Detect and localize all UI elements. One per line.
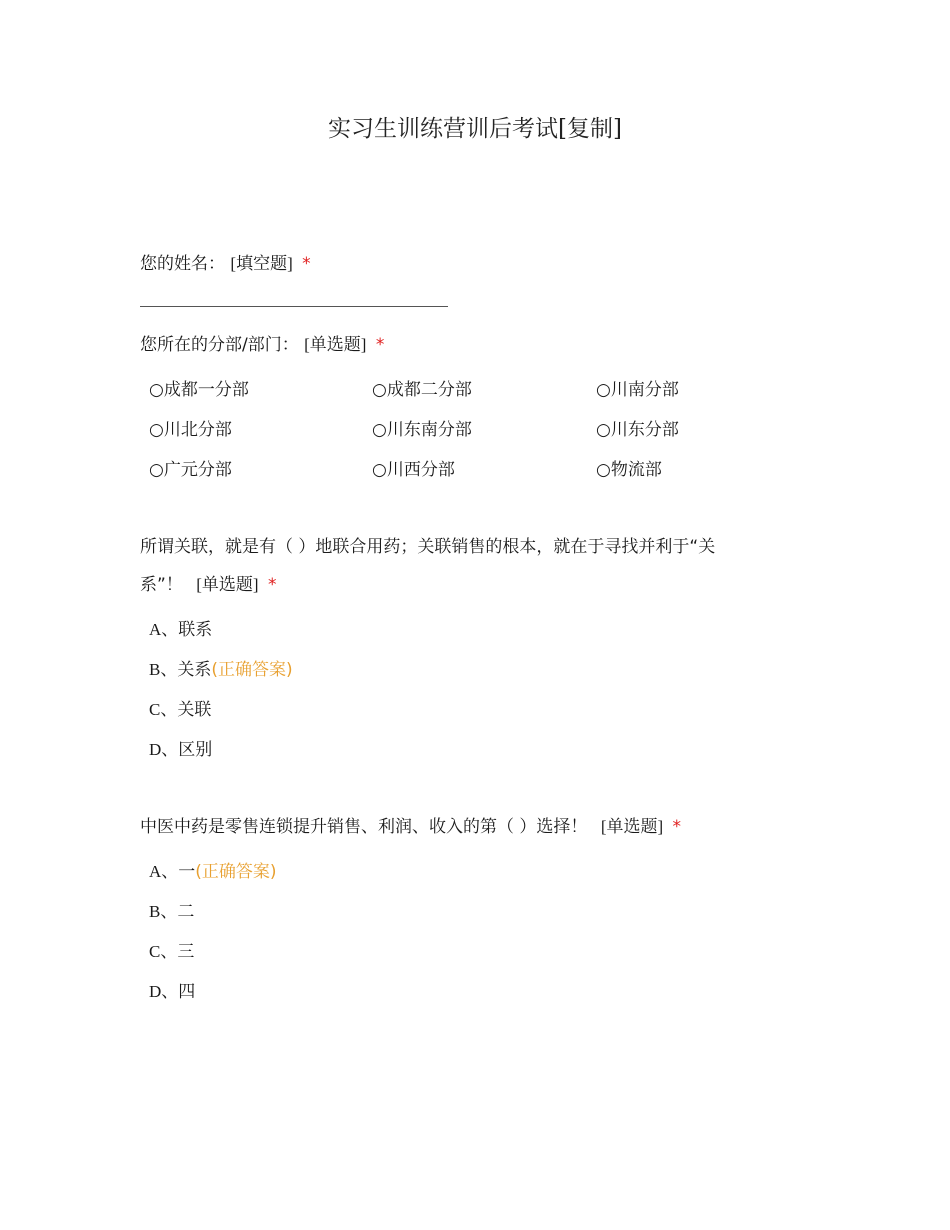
option-label: 二 [177, 902, 195, 922]
choice-option-b[interactable] [149, 894, 194, 930]
radio-option[interactable]: ○川东南分部 [372, 420, 472, 440]
question-text: 您所在的分部/部门： [140, 335, 299, 355]
radio-option[interactable]: ○川北分部 [149, 420, 232, 440]
option-label: 关联 [177, 700, 212, 720]
option-label: 一 [178, 862, 196, 882]
correct-answer-note: (正确答案) [195, 862, 277, 882]
radio-option[interactable]: ○川东分部 [596, 420, 679, 440]
option-label: 联系 [178, 620, 213, 640]
question-text-line1: 所谓关联，就是有（ ）地联合用药；关联销售的根本，就在于寻找并利于“关 [140, 537, 716, 557]
option-letter: D、 [149, 982, 179, 1001]
option-letter: C、 [149, 942, 178, 961]
survey-title: 实习生训练营训后考试[复制] [328, 116, 622, 142]
option-letter: B、 [149, 902, 178, 921]
option-label: 关系 [177, 660, 212, 680]
question-text-line2: 系”！ [140, 575, 183, 595]
choice-option-b[interactable] [149, 652, 293, 688]
option-letter: D、 [149, 740, 179, 759]
option-label: 三 [177, 942, 195, 962]
option-letter: B、 [149, 660, 178, 679]
option-letter: C、 [149, 700, 178, 719]
required-marker: * [302, 254, 311, 274]
radio-option[interactable]: ○川西分部 [372, 460, 455, 480]
option-letter: A、 [149, 862, 179, 881]
question-type-tag: [填空题] [230, 254, 293, 273]
required-marker: * [672, 817, 682, 837]
option-label: 区别 [178, 740, 213, 760]
required-marker: * [267, 575, 277, 595]
choice-option-a[interactable] [149, 854, 277, 890]
question-department [140, 326, 780, 364]
radio-option[interactable]: ○广元分部 [149, 460, 232, 480]
radio-option[interactable]: ○成都二分部 [372, 380, 472, 400]
radio-option[interactable]: ○川南分部 [596, 380, 679, 400]
correct-answer-note: (正确答案) [211, 660, 293, 680]
choice-option-c[interactable] [149, 934, 194, 970]
question-association [140, 528, 790, 604]
radio-option[interactable]: ○成都一分部 [149, 380, 249, 400]
choice-option-d[interactable] [149, 974, 195, 1010]
option-letter: A、 [149, 620, 179, 639]
question-type-tag: [单选题] [600, 817, 664, 836]
choice-option-c[interactable] [149, 692, 211, 728]
radio-option[interactable]: ○物流部 [596, 460, 662, 480]
question-tcm [140, 808, 780, 846]
question-name [140, 245, 780, 283]
required-marker: * [375, 335, 385, 355]
question-text: 您的姓名： [140, 254, 225, 274]
option-label: 四 [178, 982, 196, 1002]
question-text: 中医中药是零售连锁提升销售、利润、收入的第（ ）选择！ [140, 817, 588, 837]
question-type-tag: [单选题] [196, 575, 259, 594]
choice-option-a[interactable] [149, 612, 212, 648]
question-type-tag: [单选题] [304, 335, 367, 354]
name-input-line[interactable] [140, 306, 448, 307]
choice-option-d[interactable] [149, 732, 212, 768]
